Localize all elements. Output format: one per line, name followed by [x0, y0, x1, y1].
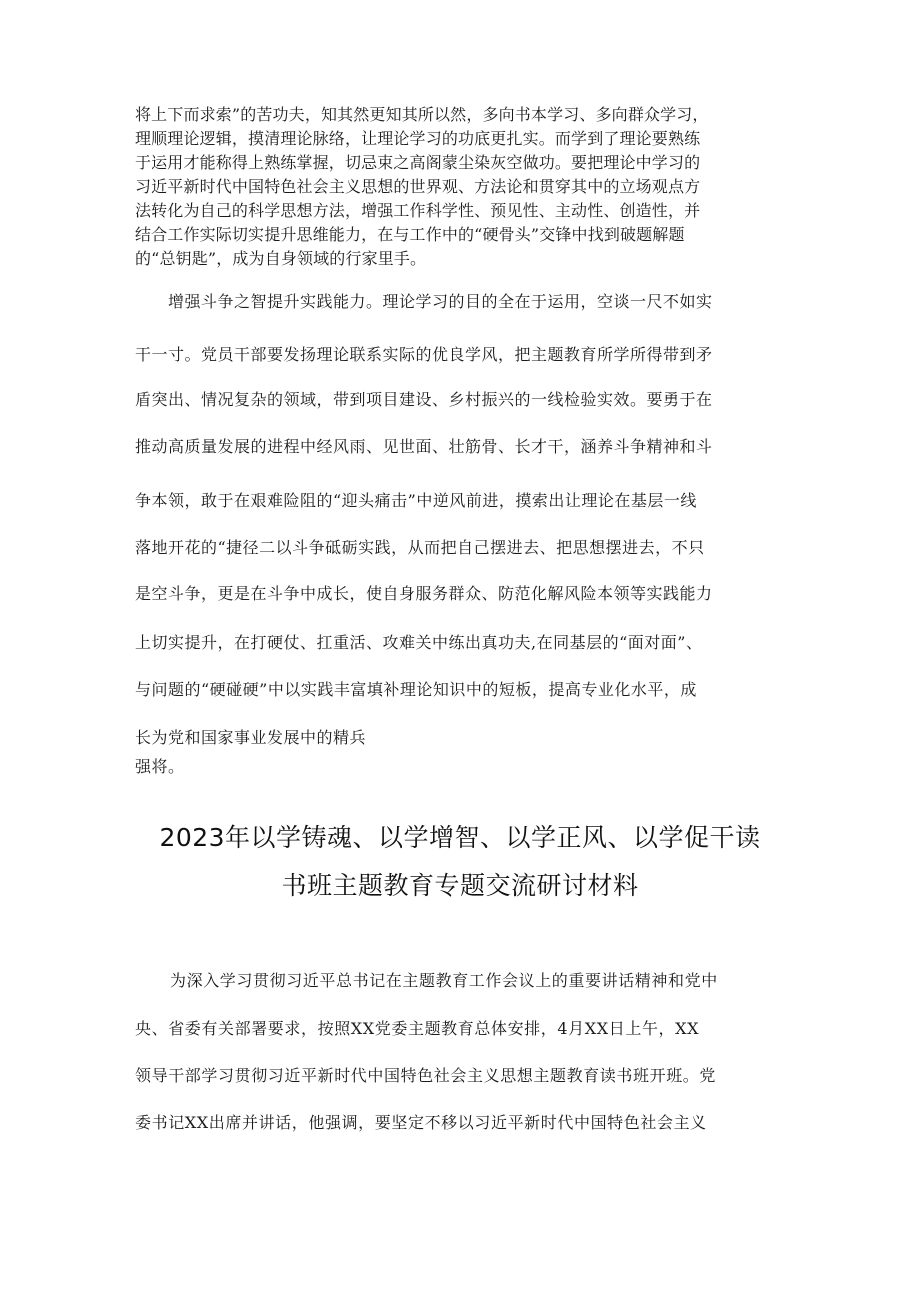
paragraph-line: 结合工作实际切实提升思维能力，在与工作中的“硬骨头”交锋中找到破题解题: [135, 225, 685, 244]
paragraph-line: 央、省委有关部署要求，按照XX党委主题教育总体安排，4月XX日上午，XX: [135, 1019, 700, 1038]
paragraph-line: 是空斗争，更是在斗争中成长，使自身服务群众、防范化解风险本领等实践能力: [135, 584, 713, 603]
paragraph-line: 强将。: [135, 757, 185, 776]
paragraph-line: 推动高质量发展的进程中经风雨、见世面、壮筋骨、长才干，涵养斗争精神和斗: [135, 437, 713, 456]
paragraph-line: 争本领，敢于在艰难险阻的“迎头痛击”中逆风前进，摸索出让理论在基层一线: [135, 491, 697, 510]
paragraph-line: 干一寸。党员干部要发扬理论联系实际的优良学风，把主题教育所学所得带到矛: [135, 345, 713, 364]
paragraph-line: 为深入学习贯彻习近平总书记在主题教育工作会议上的重要讲话精神和党中: [170, 971, 718, 990]
paragraph-line: 理顺理论逻辑，摸清理论脉络，让理论学习的功底更扎实。而学到了理论要熟练: [135, 129, 701, 148]
paragraph-line: 盾突出、情况复杂的领域，带到项目建设、乡村振兴的一线检验实效。要勇于在: [135, 390, 713, 409]
paragraph-line: 上切实提升，在打硬仗、扛重活、攻难关中练出真功夫,在同基层的“面对面”、: [135, 633, 703, 652]
document-title-line-2: 书班主题教育专题交流研讨材料: [281, 871, 639, 900]
paragraph-line: 委书记XX出席并讲话，他强调，要坚定不移以习近平新时代中国特色社会主义: [135, 1113, 707, 1132]
paragraph-line: 法转化为自己的科学思想方法，增强工作科学性、预见性、主动性、创造性，并: [135, 201, 701, 220]
paragraph-line: 与问题的“硬碰硬”中以实践丰富填补理论知识中的短板，提高专业化水平，成: [135, 680, 697, 699]
paragraph-line: 增强斗争之智提升实践能力。理论学习的目的全在于运用，空谈一尺不如实: [168, 292, 713, 311]
paragraph-line: 的“总钥匙”，成为自身领域的行家里手。: [135, 249, 427, 268]
paragraph-line: 落地开花的“捷径二以斗争砥砺实践，从而把自己摆进去、把思想摆进去，不只: [135, 538, 705, 557]
paragraph-line: 将上下而求索”的苦功夫，知其然更知其所以然，多向书本学习、多向群众学习，: [135, 105, 709, 124]
paragraph-line: 长为党和国家事业发展中的精兵: [135, 728, 367, 747]
paragraph-line: 习近平新时代中国特色社会主义思想的世界观、方法论和贯穿其中的立场观点方: [135, 177, 701, 196]
document-title-line-1: 2023年以学铸魂、以学增智、以学正风、以学促干读: [159, 823, 761, 852]
paragraph-line: 领导干部学习贯彻习近平新时代中国特色社会主义思想主题教育读书班开班。党: [135, 1066, 717, 1085]
paragraph-line: 于运用才能称得上熟练掌握，切忌束之高阁蒙尘染灰空做功。要把理论中学习的: [135, 153, 701, 172]
